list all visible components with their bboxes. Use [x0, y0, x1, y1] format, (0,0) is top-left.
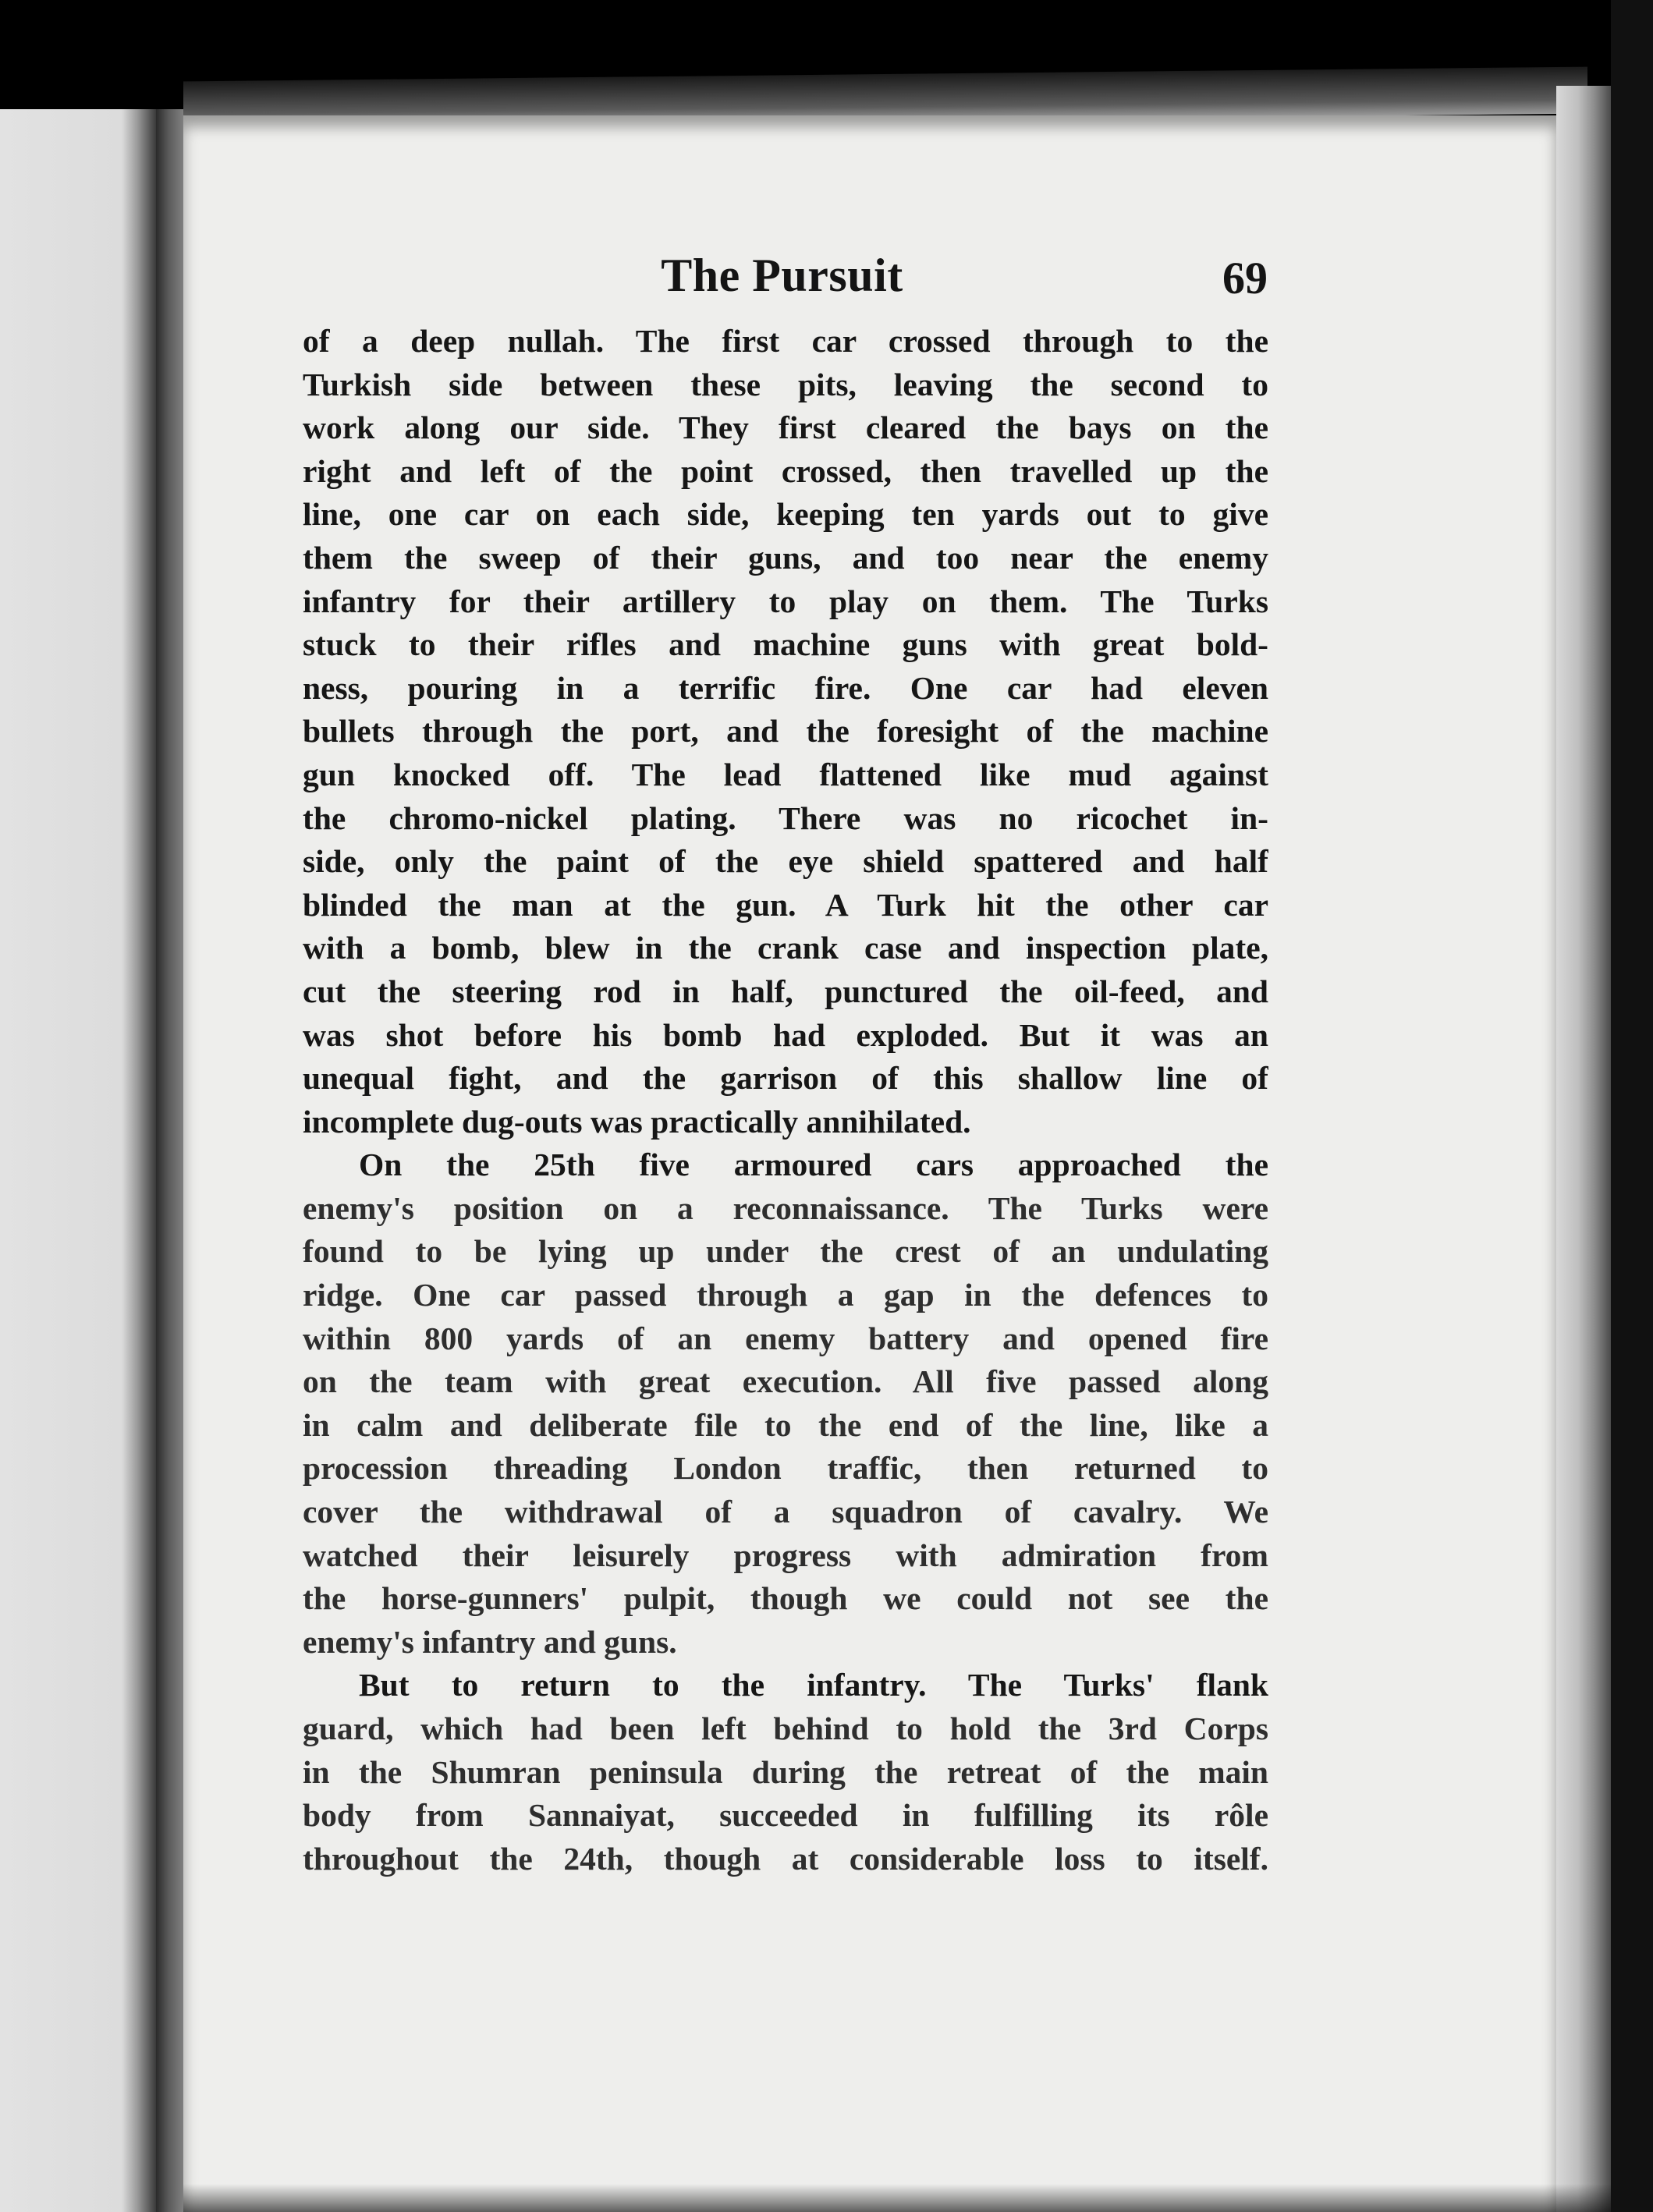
- text-line: of a deep nullah. The first car crossed through to the: [303, 323, 1268, 359]
- text-line: On the 25th five armoured cars approached the: [359, 1147, 1268, 1183]
- text-line: line, one car on each side, keeping ten yards out to give: [303, 496, 1268, 533]
- book-gutter: [156, 109, 187, 2212]
- text-line: stuck to their rifles and machine guns with great bold-: [303, 626, 1268, 663]
- text-line: throughout the 24th, though at considerable loss to itself.: [303, 1840, 1268, 1877]
- text-line: enemy's position on a reconnaissance. The Turks were: [303, 1189, 1268, 1226]
- text-line: procession threading London traffic, then returned to: [303, 1450, 1268, 1487]
- text-line: body from Sannaiyat, succeeded in fulfilling its rôle: [303, 1797, 1268, 1834]
- scan-right-border: [1611, 0, 1653, 2212]
- text-line: in the Shumran peninsula during the retreat of the main: [303, 1753, 1268, 1790]
- scan-bottom-shadow: [183, 2184, 1611, 2212]
- text-line: cover the withdrawal of a squadron of cavalry. We: [303, 1494, 1268, 1530]
- text-line: ridge. One car passed through a gap in the defences to: [303, 1277, 1268, 1313]
- text-line: work along our side. They first cleared the bays on the: [303, 409, 1268, 446]
- text-line: the chromo-nickel plating. There was no ricochet in-: [303, 799, 1268, 836]
- text-line: guard, which had been left behind to hold the 3rd Corps: [303, 1710, 1268, 1746]
- text-line: side, only the paint of the eye shield spattered and half: [303, 843, 1268, 880]
- running-head: [296, 248, 1268, 310]
- text-line: them the sweep of their guns, and too near the enemy: [303, 539, 1268, 576]
- text-line: Turkish side between these pits, leaving the second to: [303, 366, 1268, 402]
- text-line: cut the steering rod in half, punctured the oil-feed, and: [303, 973, 1268, 1009]
- text-line: infantry for their artillery to play on them. The Turks: [303, 583, 1268, 619]
- text-line: in calm and deliberate file to the end of the line, like a: [303, 1406, 1268, 1443]
- text-line: bullets through the port, and the foresight of the machine: [303, 713, 1268, 750]
- text-line: ness, pouring in a terrific fire. One car had eleven: [303, 669, 1268, 706]
- text-line: found to be lying up under the crest of an undulating: [303, 1233, 1268, 1270]
- text-line: within 800 yards of an enemy battery and opened fire: [303, 1320, 1268, 1356]
- text-line: incomplete dug-outs was practically annihilated.: [303, 1103, 971, 1140]
- text-line: enemy's infantry and guns.: [303, 1623, 677, 1660]
- text-line: watched their leisurely progress with admiration from: [303, 1537, 1268, 1573]
- page-stack-edge: [1556, 86, 1611, 2212]
- text-line: gun knocked off. The lead flattened like mud against: [303, 756, 1268, 792]
- text-line: right and left of the point crossed, then travelled up the: [303, 452, 1268, 489]
- page-number: 69: [1222, 253, 1268, 303]
- text-line: But to return to the infantry. The Turks' flank: [359, 1667, 1268, 1703]
- text-line: was shot before his bomb had exploded. But it was an: [303, 1016, 1268, 1053]
- text-line: unequal fight, and the garrison of this shallow line of: [303, 1060, 1268, 1097]
- text-line: with a bomb, blew in the crank case and inspection plate,: [303, 930, 1268, 966]
- text-line: blinded the man at the gun. A Turk hit the other car: [303, 886, 1268, 923]
- text-line: on the team with great execution. All five passed along: [303, 1363, 1268, 1400]
- page-title: The Pursuit: [661, 250, 903, 301]
- body-text: [303, 320, 1268, 1881]
- text-line: the horse-gunners' pulpit, though we could not see the: [303, 1580, 1268, 1617]
- adjacent-page-edge: [0, 109, 156, 2212]
